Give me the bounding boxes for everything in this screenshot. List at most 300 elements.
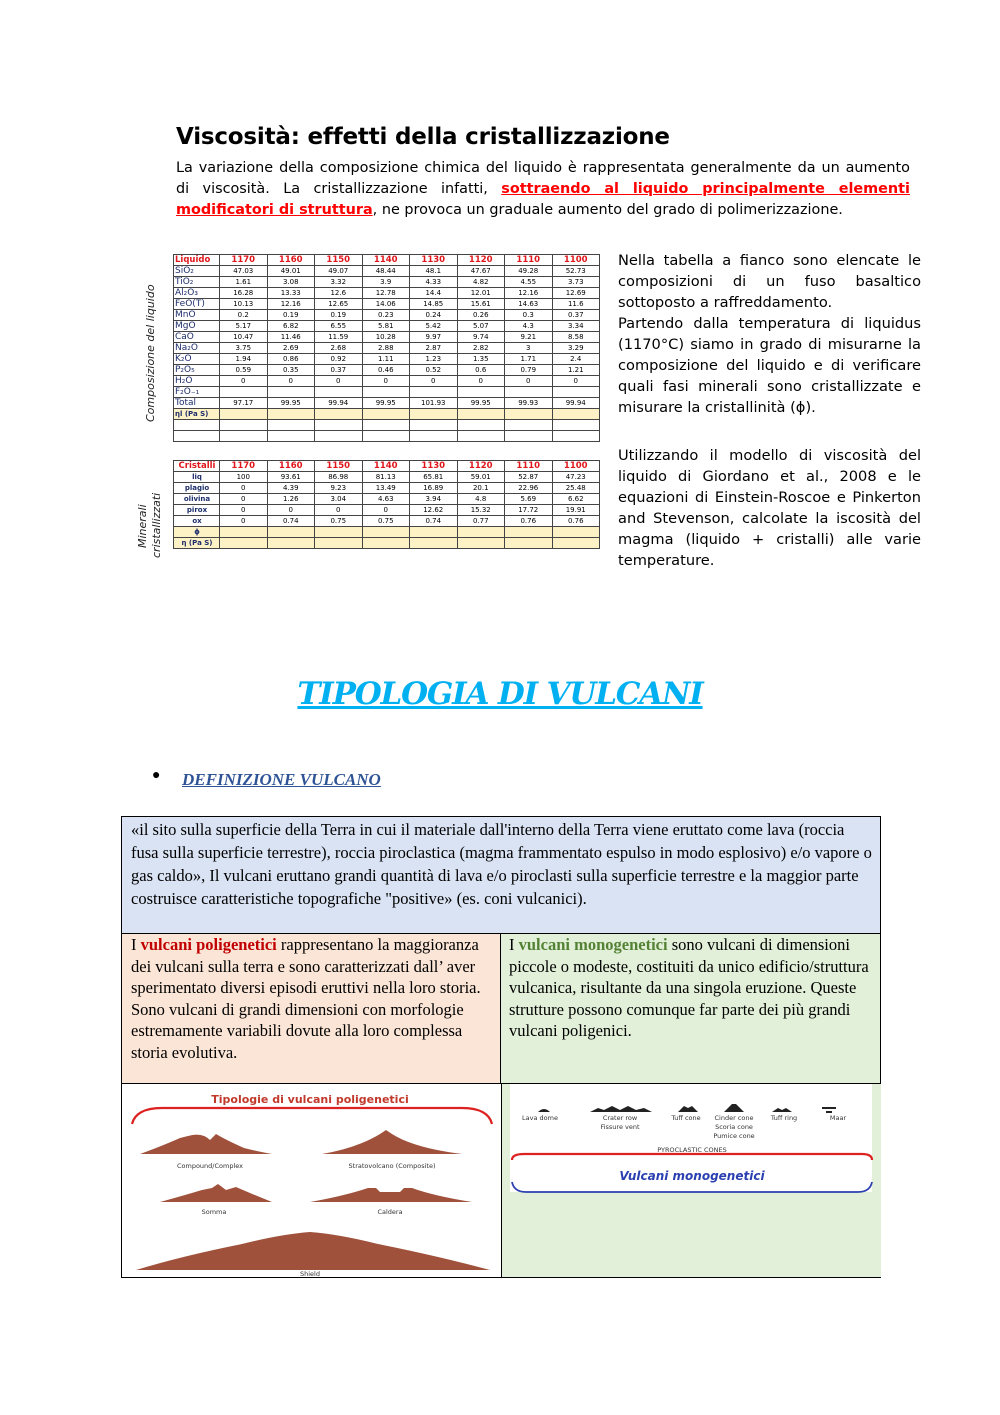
value-cell: 14.85 bbox=[410, 299, 458, 310]
side-text-1: Nella tabella a fianco sono elencate le composizioni di un fuso basaltico sottoposto a raffreddamento. bbox=[618, 252, 921, 311]
value-cell: 0.86 bbox=[267, 354, 315, 365]
value-cell: 3.29 bbox=[552, 343, 600, 354]
value-cell: 5.17 bbox=[220, 321, 268, 332]
mono-figure-title: Vulcani monogenetici bbox=[619, 1169, 765, 1183]
value-cell: 81.13 bbox=[362, 472, 410, 483]
table-row bbox=[174, 299, 600, 310]
value-cell: 15.32 bbox=[457, 505, 505, 516]
empty-cell bbox=[267, 409, 315, 420]
temperature-cell: 1100 bbox=[552, 461, 600, 472]
empty-cell bbox=[267, 538, 315, 549]
crystallized-minerals-table bbox=[173, 460, 600, 549]
empty-cell bbox=[552, 538, 600, 549]
value-cell bbox=[362, 387, 410, 398]
value-cell: 48.44 bbox=[362, 266, 410, 277]
value-cell: 19.91 bbox=[552, 505, 600, 516]
table-header-row bbox=[174, 461, 600, 472]
spacer-cell bbox=[457, 431, 505, 442]
value-cell: 5.69 bbox=[505, 494, 553, 505]
value-cell: 1.61 bbox=[220, 277, 268, 288]
row-label: Total bbox=[174, 398, 220, 409]
value-cell: 0 bbox=[267, 505, 315, 516]
value-cell: 99.95 bbox=[457, 398, 505, 409]
value-cell: 0 bbox=[315, 376, 363, 387]
polygenetic-cell bbox=[122, 934, 501, 1083]
value-cell: 49.07 bbox=[315, 266, 363, 277]
intro-part1: La variazione della composizione chimica del liquido è rappresentata generalmente da un aumento di viscosità. La cristallizzazione infatti, bbox=[176, 160, 910, 197]
empty-cell bbox=[220, 527, 268, 538]
value-cell: 4.82 bbox=[457, 277, 505, 288]
value-cell: 16.89 bbox=[410, 483, 458, 494]
empty-cell bbox=[457, 409, 505, 420]
value-cell: 1.21 bbox=[552, 365, 600, 376]
value-cell: 0.79 bbox=[505, 365, 553, 376]
value-cell: 3.9 bbox=[362, 277, 410, 288]
value-cell: 15.61 bbox=[457, 299, 505, 310]
empty-cell bbox=[410, 538, 458, 549]
mono-text: sono vulcani di dimensioni piccole o modeste, costituiti da unico edificio/struttura vulcanica, risultante da una singola eruzione. Queste strutture possono comunque far parte dei più grandi vulcani poligenici. bbox=[509, 935, 869, 1041]
empty-cell bbox=[362, 409, 410, 420]
value-cell: 0.76 bbox=[505, 516, 553, 527]
monogenetic-volcanoes-illustration bbox=[502, 1084, 881, 1277]
value-cell: 10.47 bbox=[220, 332, 268, 343]
value-cell: 0.74 bbox=[410, 516, 458, 527]
value-cell: 22.96 bbox=[505, 483, 553, 494]
value-cell: 0.2 bbox=[220, 310, 268, 321]
temperature-cell: 1170 bbox=[220, 461, 268, 472]
value-cell: 2.82 bbox=[457, 343, 505, 354]
value-cell: 6.82 bbox=[267, 321, 315, 332]
value-cell: 0 bbox=[220, 376, 268, 387]
value-cell: 3.04 bbox=[315, 494, 363, 505]
temperature-cell: 1160 bbox=[267, 461, 315, 472]
table-row bbox=[174, 365, 600, 376]
value-cell: 0 bbox=[505, 376, 553, 387]
mono-group-label: PYROCLASTIC CONES bbox=[657, 1146, 727, 1154]
row-label: FeO(T) bbox=[174, 299, 220, 310]
spacer-cell bbox=[552, 420, 600, 431]
table-row bbox=[174, 332, 600, 343]
value-cell bbox=[315, 387, 363, 398]
value-cell: 12.16 bbox=[267, 299, 315, 310]
table-row bbox=[174, 376, 600, 387]
value-cell: 49.01 bbox=[267, 266, 315, 277]
value-cell: 3.34 bbox=[552, 321, 600, 332]
poly-prefix: I bbox=[131, 935, 141, 954]
poly-label-somma: Somma bbox=[201, 1208, 227, 1216]
poly-term: vulcani poligenetici bbox=[140, 935, 277, 954]
value-cell: 0.23 bbox=[362, 310, 410, 321]
empty-cell bbox=[362, 538, 410, 549]
value-cell: 2.4 bbox=[552, 354, 600, 365]
value-cell: 0 bbox=[362, 376, 410, 387]
figure-row bbox=[122, 1083, 880, 1277]
empty-cell bbox=[315, 527, 363, 538]
value-cell: 1.26 bbox=[267, 494, 315, 505]
value-cell: 3.08 bbox=[267, 277, 315, 288]
temperature-cell: 1130 bbox=[410, 461, 458, 472]
side-text-block-1 bbox=[618, 250, 921, 418]
table-row bbox=[174, 266, 600, 277]
temperature-cell: 1110 bbox=[505, 461, 553, 472]
empty-cell bbox=[457, 527, 505, 538]
value-cell: 0 bbox=[315, 505, 363, 516]
value-cell: 0.6 bbox=[457, 365, 505, 376]
value-cell: 9.97 bbox=[410, 332, 458, 343]
value-cell: 10.28 bbox=[362, 332, 410, 343]
temperature-cell: 1100 bbox=[552, 255, 600, 266]
empty-cell bbox=[505, 409, 553, 420]
mono-label-maar: Maar bbox=[829, 1114, 847, 1122]
value-cell: 0.26 bbox=[457, 310, 505, 321]
table-spacer-row bbox=[174, 431, 600, 442]
row-label: ηl (Pa S) bbox=[174, 409, 220, 420]
value-cell: 14.06 bbox=[362, 299, 410, 310]
value-cell: 0 bbox=[220, 483, 268, 494]
value-cell: 3.94 bbox=[410, 494, 458, 505]
value-cell: 0 bbox=[362, 505, 410, 516]
value-cell: 0.19 bbox=[267, 310, 315, 321]
slide-title-rest: effetti della cristallizzazione bbox=[299, 124, 670, 150]
value-cell: 1.94 bbox=[220, 354, 268, 365]
value-cell: 0 bbox=[220, 505, 268, 516]
temperature-cell: 1140 bbox=[362, 461, 410, 472]
value-cell: 1.11 bbox=[362, 354, 410, 365]
value-cell: 16.28 bbox=[220, 288, 268, 299]
value-cell: 0.3 bbox=[505, 310, 553, 321]
table-row bbox=[174, 472, 600, 483]
spacer-cell bbox=[505, 420, 553, 431]
spacer-cell bbox=[410, 431, 458, 442]
value-cell: 5.07 bbox=[457, 321, 505, 332]
temperature-cell: 1130 bbox=[410, 255, 458, 266]
mono-label-lava-dome: Lava dome bbox=[522, 1114, 558, 1122]
value-cell: 0.46 bbox=[362, 365, 410, 376]
value-cell: 11.6 bbox=[552, 299, 600, 310]
value-cell: 0 bbox=[267, 376, 315, 387]
value-cell: 1.35 bbox=[457, 354, 505, 365]
value-cell: 12.78 bbox=[362, 288, 410, 299]
temperature-cell: 1150 bbox=[315, 255, 363, 266]
value-cell: 14.4 bbox=[410, 288, 458, 299]
empty-cell bbox=[505, 538, 553, 549]
value-cell: 59.01 bbox=[457, 472, 505, 483]
spacer-cell bbox=[174, 420, 220, 431]
value-cell: 1.23 bbox=[410, 354, 458, 365]
row-label: η (Pa S) bbox=[174, 538, 220, 549]
mono-label-tuff-cone: Tuff cone bbox=[671, 1114, 701, 1122]
row-label: F₂O₋₁ bbox=[174, 387, 220, 398]
value-cell: 99.93 bbox=[505, 398, 553, 409]
value-cell: 11.59 bbox=[315, 332, 363, 343]
row-label: olivina bbox=[174, 494, 220, 505]
value-cell: 2.87 bbox=[410, 343, 458, 354]
empty-cell bbox=[552, 527, 600, 538]
temperature-cell: 1110 bbox=[505, 255, 553, 266]
value-cell: 0.35 bbox=[267, 365, 315, 376]
value-cell: 25.48 bbox=[552, 483, 600, 494]
table-row bbox=[174, 354, 600, 365]
value-cell: 4.55 bbox=[505, 277, 553, 288]
mono-label-tuff-ring: Tuff ring bbox=[770, 1114, 798, 1122]
value-cell: 0 bbox=[410, 376, 458, 387]
value-cell: 0.19 bbox=[315, 310, 363, 321]
value-cell: 11.46 bbox=[267, 332, 315, 343]
value-cell: 14.63 bbox=[505, 299, 553, 310]
spacer-cell bbox=[267, 420, 315, 431]
row-label: MnO bbox=[174, 310, 220, 321]
liquid-composition-table bbox=[173, 254, 600, 442]
value-cell: 0.76 bbox=[552, 516, 600, 527]
table-header-label: Liquido bbox=[174, 255, 220, 266]
spacer-cell bbox=[267, 431, 315, 442]
row-label: Al₂O₃ bbox=[174, 288, 220, 299]
value-cell: 47.23 bbox=[552, 472, 600, 483]
value-cell: 4.8 bbox=[457, 494, 505, 505]
poly-label-caldera: Caldera bbox=[377, 1208, 403, 1216]
empty-cell bbox=[552, 409, 600, 420]
table-row bbox=[174, 321, 600, 332]
empty-cell bbox=[505, 527, 553, 538]
poly-figure-title: Tipologie di vulcani poligenetici bbox=[211, 1093, 409, 1106]
value-cell: 6.62 bbox=[552, 494, 600, 505]
row-label: H₂O bbox=[174, 376, 220, 387]
slide-intro bbox=[176, 158, 910, 221]
mono-label-scoria-cone: Scoria cone bbox=[715, 1123, 753, 1131]
value-cell: 4.33 bbox=[410, 277, 458, 288]
table-row-empty bbox=[174, 538, 600, 549]
value-cell: 0.24 bbox=[410, 310, 458, 321]
temperature-cell: 1150 bbox=[315, 461, 363, 472]
empty-cell bbox=[457, 538, 505, 549]
value-cell: 9.23 bbox=[315, 483, 363, 494]
value-cell: 12.62 bbox=[410, 505, 458, 516]
value-cell: 3.32 bbox=[315, 277, 363, 288]
value-cell: 52.87 bbox=[505, 472, 553, 483]
row-label: TiO₂ bbox=[174, 277, 220, 288]
value-cell: 99.95 bbox=[267, 398, 315, 409]
table-row bbox=[174, 398, 600, 409]
value-cell: 10.13 bbox=[220, 299, 268, 310]
value-cell: 3.73 bbox=[552, 277, 600, 288]
value-cell: 65.81 bbox=[410, 472, 458, 483]
value-cell: 0.37 bbox=[552, 310, 600, 321]
side-text-block-2 bbox=[618, 445, 921, 571]
spacer-cell bbox=[362, 420, 410, 431]
table-row bbox=[174, 288, 600, 299]
polygenetic-volcanoes-illustration bbox=[122, 1084, 501, 1277]
value-cell bbox=[505, 387, 553, 398]
slide-title-bold: Viscosità: bbox=[176, 124, 300, 150]
value-cell: 48.1 bbox=[410, 266, 458, 277]
side-text-2: Partendo dalla temperatura di liquidus (1170°C) siamo in grado di misurarne la composizione del liquido e di verificare quali fasi minerali sono cristallizzate e misurare la cristallinità (ϕ). bbox=[618, 315, 921, 416]
spacer-cell bbox=[220, 431, 268, 442]
spacer-cell bbox=[220, 420, 268, 431]
poly-text: rappresentano la maggioranza dei vulcani sulla terra e sono caratterizzati dall’ aver sperimentato diversi episodi eruttivi nella loro storia. Sono vulcani di grandi dimensioni con morfologie estremamente variabili dovute alla loro complessa storia evolutiva. bbox=[131, 935, 481, 1062]
section-heading: TIPOLOGIA DI VULCANI bbox=[297, 676, 703, 712]
value-cell: 1.71 bbox=[505, 354, 553, 365]
spacer-cell bbox=[410, 420, 458, 431]
mono-prefix: I bbox=[509, 935, 519, 954]
value-cell: 3.75 bbox=[220, 343, 268, 354]
value-cell: 4.39 bbox=[267, 483, 315, 494]
value-cell: 101.93 bbox=[410, 398, 458, 409]
table-row bbox=[174, 310, 600, 321]
value-cell bbox=[552, 387, 600, 398]
empty-cell bbox=[362, 527, 410, 538]
spacer-cell bbox=[457, 420, 505, 431]
empty-cell bbox=[410, 409, 458, 420]
table-row-empty bbox=[174, 409, 600, 420]
table-row bbox=[174, 343, 600, 354]
value-cell bbox=[457, 387, 505, 398]
monogenetic-cell bbox=[501, 934, 880, 1083]
value-cell: 5.81 bbox=[362, 321, 410, 332]
table-row bbox=[174, 494, 600, 505]
table-row bbox=[174, 505, 600, 516]
value-cell: 17.72 bbox=[505, 505, 553, 516]
value-cell: 12.6 bbox=[315, 288, 363, 299]
bullet-dot-icon: ● bbox=[152, 768, 161, 783]
empty-cell bbox=[220, 538, 268, 549]
mono-label-cinder-cone: Cinder cone bbox=[714, 1114, 754, 1122]
minerals-axis-label-2: cristallizzati bbox=[150, 492, 163, 558]
value-cell: 13.33 bbox=[267, 288, 315, 299]
table-row bbox=[174, 516, 600, 527]
empty-cell bbox=[315, 538, 363, 549]
value-cell bbox=[220, 387, 268, 398]
value-cell: 20.1 bbox=[457, 483, 505, 494]
table-header-row bbox=[174, 255, 600, 266]
value-cell: 93.61 bbox=[267, 472, 315, 483]
table-row bbox=[174, 483, 600, 494]
definition-table bbox=[121, 816, 881, 1278]
viscosity-slide bbox=[176, 120, 926, 221]
spacer-cell bbox=[315, 420, 363, 431]
table-row bbox=[174, 277, 600, 288]
value-cell: 8.58 bbox=[552, 332, 600, 343]
value-cell: 5.42 bbox=[410, 321, 458, 332]
value-cell: 3 bbox=[505, 343, 553, 354]
value-cell: 0.37 bbox=[315, 365, 363, 376]
table-spacer-row bbox=[174, 420, 600, 431]
value-cell: 97.17 bbox=[220, 398, 268, 409]
polygenetic-figure bbox=[122, 1084, 502, 1277]
value-cell: 0 bbox=[220, 494, 268, 505]
value-cell: 49.28 bbox=[505, 266, 553, 277]
poly-label-stratovolcano: Stratovolcano (Composite) bbox=[348, 1162, 436, 1170]
value-cell bbox=[410, 387, 458, 398]
mono-term: vulcani monogenetici bbox=[518, 935, 668, 954]
value-cell: 0.77 bbox=[457, 516, 505, 527]
row-label: ϕ bbox=[174, 527, 220, 538]
row-label: Na₂O bbox=[174, 343, 220, 354]
row-label: P₂O₅ bbox=[174, 365, 220, 376]
empty-cell bbox=[220, 409, 268, 420]
monogenetic-figure bbox=[502, 1084, 881, 1277]
value-cell: 0 bbox=[457, 376, 505, 387]
minerals-axis-label-1: Minerali bbox=[136, 504, 149, 548]
table-row bbox=[174, 387, 600, 398]
value-cell: 0 bbox=[552, 376, 600, 387]
value-cell: 100 bbox=[220, 472, 268, 483]
value-cell: 9.74 bbox=[457, 332, 505, 343]
value-cell: 6.55 bbox=[315, 321, 363, 332]
table-row-empty bbox=[174, 527, 600, 538]
intro-part2: , ne provoca un graduale aumento del grado di polimerizzazione. bbox=[372, 202, 843, 218]
value-cell: 2.69 bbox=[267, 343, 315, 354]
spacer-cell bbox=[362, 431, 410, 442]
row-label: pirox bbox=[174, 505, 220, 516]
bullet-definition-link[interactable]: DEFINIZIONE VULCANO bbox=[182, 770, 381, 789]
row-label: MgO bbox=[174, 321, 220, 332]
poly-label-compound: Compound/Complex bbox=[176, 1162, 244, 1170]
value-cell bbox=[267, 387, 315, 398]
value-cell: 86.98 bbox=[315, 472, 363, 483]
value-cell: 0.75 bbox=[315, 516, 363, 527]
value-cell: 4.3 bbox=[505, 321, 553, 332]
value-cell: 0.92 bbox=[315, 354, 363, 365]
empty-cell bbox=[267, 527, 315, 538]
row-label: liq bbox=[174, 472, 220, 483]
mono-label-crater-row: Crater row bbox=[602, 1114, 638, 1122]
value-cell: 2.68 bbox=[315, 343, 363, 354]
value-cell: 99.94 bbox=[552, 398, 600, 409]
side-text-3: Utilizzando il modello di viscosità del liquido di Giordano et al., 2008 e le equazioni di Einstein-Roscoe e Pinkerton and Stevenson, calcolate la iscosità del magma (liquido + cristalli) alle varie temperature. bbox=[618, 447, 921, 569]
value-cell: 47.67 bbox=[457, 266, 505, 277]
intro-highlight: sottraendo al liquido principalmente elementi modificatori di struttura bbox=[176, 181, 910, 218]
value-cell: 52.73 bbox=[552, 266, 600, 277]
empty-cell bbox=[315, 409, 363, 420]
value-cell: 13.49 bbox=[362, 483, 410, 494]
value-cell: 47.03 bbox=[220, 266, 268, 277]
value-cell: 0.52 bbox=[410, 365, 458, 376]
row-label: K₂O bbox=[174, 354, 220, 365]
empty-cell bbox=[410, 527, 458, 538]
row-label: CaO bbox=[174, 332, 220, 343]
value-cell: 0.59 bbox=[220, 365, 268, 376]
value-cell: 9.21 bbox=[505, 332, 553, 343]
value-cell: 2.88 bbox=[362, 343, 410, 354]
value-cell: 0 bbox=[220, 516, 268, 527]
temperature-cell: 1140 bbox=[362, 255, 410, 266]
liquid-axis-label: Composizione del liquido bbox=[144, 284, 157, 422]
value-cell: 12.65 bbox=[315, 299, 363, 310]
value-cell: 99.94 bbox=[315, 398, 363, 409]
value-cell: 99.95 bbox=[362, 398, 410, 409]
temperature-cell: 1160 bbox=[267, 255, 315, 266]
temperature-cell: 1120 bbox=[457, 461, 505, 472]
row-label: SiO₂ bbox=[174, 266, 220, 277]
spacer-cell bbox=[552, 431, 600, 442]
value-cell: 12.16 bbox=[505, 288, 553, 299]
spacer-cell bbox=[505, 431, 553, 442]
mono-label-fissure-vent: Fissure vent bbox=[600, 1123, 640, 1131]
mono-label-pumice-cone: Pumice cone bbox=[713, 1132, 755, 1140]
row-label: ox bbox=[174, 516, 220, 527]
value-cell: 4.63 bbox=[362, 494, 410, 505]
spacer-cell bbox=[315, 431, 363, 442]
value-cell: 0.74 bbox=[267, 516, 315, 527]
definition-quote: «il sito sulla superficie della Terra in cui il materiale dall'interno della Terra viene eruttato come lava (roccia fusa sulla superficie terrestre), roccia piroclastica (magma frammentato espulso in modo esplosivo) e/o vapore o gas caldo», Il vulcani eruttano grandi quantità di lava e/o piroclasti sulla superficie terrestre e la maggior parte costruisce caratteristiche topografiche "positive» (es. coni vulcanici). bbox=[122, 817, 880, 934]
row-label: plagio bbox=[174, 483, 220, 494]
definition-row bbox=[122, 934, 880, 1083]
table-header-label: Cristalli bbox=[174, 461, 220, 472]
slide-title bbox=[176, 120, 926, 154]
temperature-cell: 1170 bbox=[220, 255, 268, 266]
temperature-cell: 1120 bbox=[457, 255, 505, 266]
value-cell: 0.75 bbox=[362, 516, 410, 527]
